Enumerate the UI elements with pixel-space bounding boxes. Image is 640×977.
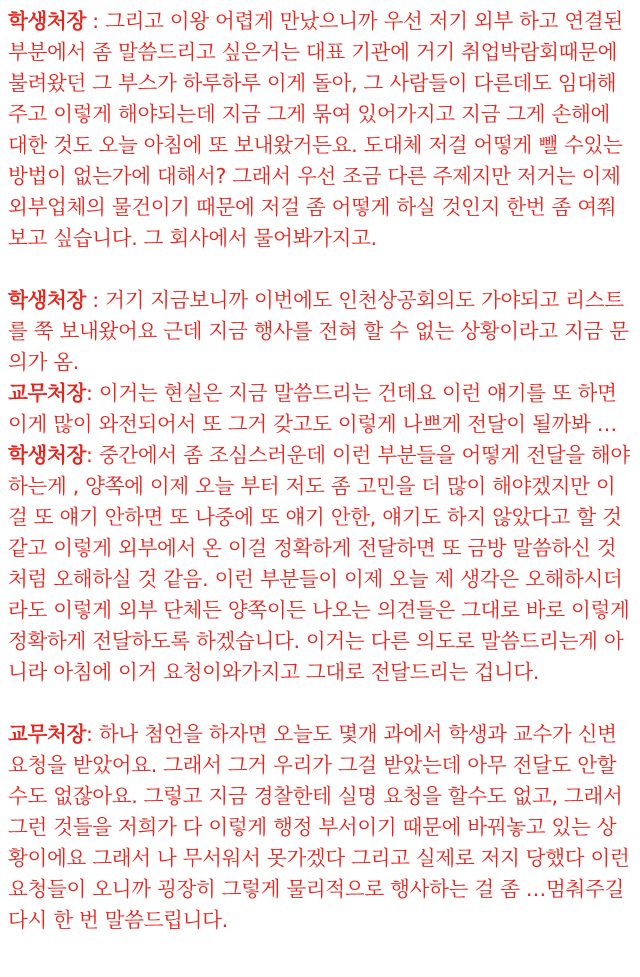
transcript-entry xyxy=(8,440,634,688)
speaker-separator: : xyxy=(86,288,106,312)
speaker-name: 학생처장 xyxy=(8,443,87,467)
speaker-separator: : xyxy=(86,9,106,33)
transcript-entry xyxy=(8,6,634,254)
speaker-name: 학생처장 xyxy=(8,9,87,33)
transcript-entry xyxy=(8,378,634,440)
utterance-text: 중간에서 좀 조심스러운데 이런 부분들을 어떻게 전달을 해야하는게 , 양쪽에 이제 오늘 부터 저도 좀 고민을 더 많이 해야겠지만 이걸 또 얘기 안하면 또 나중에 또 얘기 안한, 얘기도 하지 않았다고 할 것 같고 이렇게 외부에서 온 이걸 정확하게 전달하면 또 금방 말씀하신 것처럼 오해하실 것 같음. 이런 부분들이 이제 오늘 제 생각은 오해하시더라도 이렇게 외부 단체든 양쪽이든 나오는 의견들은 그대로 바로 이렇게 정확하게 전달하도록 하겠습니다. 이거는 다른 의도로 말씀드리는게 아니라 아침에 이거 요청이와가지고 그대로 전달드리는 겁니다. xyxy=(8,443,630,684)
speaker-separator: : xyxy=(86,443,99,467)
speaker-separator: : xyxy=(86,381,99,405)
transcript-entry xyxy=(8,285,634,378)
utterance-text: 이거는 현실은 지금 말씀드리는 건데요 이런 얘기를 또 하면 이게 많이 와전되어서 또 그거 갖고도 이렇게 나쁘게 전달이 될까봐 … xyxy=(8,381,617,436)
utterance-text: 하나 첨언을 하자면 오늘도 몇개 과에서 학생과 교수가 신변 요청을 받았어요. 그래서 그거 우리가 그걸 받았는데 아무 전달도 안할수도 없잖아요. 그렇고 지금 경찰한테 실명 요청을 할수도 없고, 그래서 그런 것들을 저희가 다 이렇게 행정 부서이기 때문에 바꿔놓고 있는 상황이에요 그래서 나 무서워서 못가겠다 그리고 실제로 저지 당했다 이런 요청들이 오니까 굉장히 그렇게 물리적으로 행사하는 걸 좀 …멈춰주길 다시 한 번 말씀드립니다. xyxy=(8,722,630,932)
utterance-text: 그리고 이왕 어렵게 만났으니까 우선 저기 외부 하고 연결된 부분에서 좀 말씀드리고 싶은거는 대표 기관에 거기 취업박람회때문에 불려왔던 그 부스가 하루하루 이게 돌아, 그 사람들이 다른데도 임대해주고 이렇게 해야되는데 지금 그게 묶여 있어가지고 지금 그게 손해에 대한 것도 오늘 아침에 또 보내왔거든요. 도대체 저걸 어떻게 뺄 수있는 방법이 없는가에 대해서? 그래서 우선 조금 다른 주제지만 저거는 이제 외부업체의 물건이기 때문에 저걸 좀 어떻게 하실 것인지 한번 좀 여쭤보고 싶습니다. 그 회사에서 물어봐가지고. xyxy=(8,9,623,250)
speaker-name: 교무처장 xyxy=(8,722,87,746)
transcript-entry xyxy=(8,719,634,936)
speaker-name: 학생처장 xyxy=(8,288,87,312)
utterance-text: 거기 지금보니까 이번에도 인천상공회의도 가야되고 리스트를 쭉 보내왔어요 근데 지금 행사를 전혀 할 수 없는 상황이라고 지금 문의가 옴. xyxy=(8,288,629,374)
speaker-separator: : xyxy=(86,722,99,746)
speaker-name: 교무처장 xyxy=(8,381,87,405)
